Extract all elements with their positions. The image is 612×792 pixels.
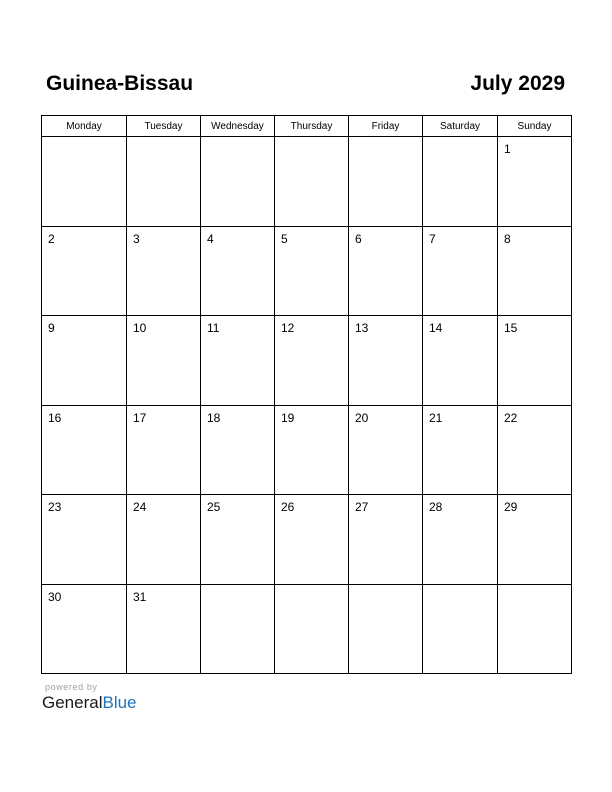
day-cell <box>201 226 275 316</box>
day-cell <box>127 226 201 316</box>
day-number: 28 <box>429 500 443 514</box>
day-cell <box>201 316 275 406</box>
day-number: 4 <box>207 231 214 246</box>
week-row <box>42 495 572 585</box>
day-number: 19 <box>281 410 295 425</box>
day-number <box>42 137 126 142</box>
calendar-grid <box>41 115 572 674</box>
day-cell <box>498 226 572 316</box>
day-number: 30 <box>48 589 62 604</box>
day-number <box>275 585 348 590</box>
day-cell <box>498 584 572 674</box>
day-cell <box>275 316 349 406</box>
day-number: 5 <box>281 231 288 246</box>
day-number <box>201 137 274 142</box>
day-number: 26 <box>281 500 295 514</box>
weekday-friday: Friday <box>349 116 423 137</box>
day-number: 14 <box>429 321 443 335</box>
week-row <box>42 226 572 316</box>
weekday-sunday: Sunday <box>498 116 572 137</box>
week-row <box>42 137 572 227</box>
day-cell <box>42 316 127 406</box>
day-cell <box>349 405 423 495</box>
day-number: 3 <box>133 231 140 246</box>
powered-by-label: powered by <box>45 682 98 692</box>
day-cell <box>349 495 423 585</box>
day-cell <box>498 137 572 227</box>
day-cell <box>127 137 201 227</box>
day-cell <box>349 584 423 674</box>
day-cell <box>498 316 572 406</box>
day-cell <box>349 226 423 316</box>
day-cell <box>42 495 127 585</box>
day-cell <box>349 316 423 406</box>
day-cell <box>127 405 201 495</box>
weekday-header-row <box>42 116 572 137</box>
day-cell <box>423 584 498 674</box>
day-cell <box>423 226 498 316</box>
country-title: Guinea-Bissau <box>46 72 194 95</box>
day-cell <box>42 584 127 674</box>
day-number <box>201 585 274 590</box>
weekday-tuesday: Tuesday <box>127 116 201 137</box>
day-number: 7 <box>429 231 436 246</box>
day-cell <box>423 405 498 495</box>
day-cell <box>423 316 498 406</box>
day-number: 11 <box>207 321 220 335</box>
day-number: 27 <box>355 500 369 514</box>
day-number <box>275 137 348 142</box>
day-cell <box>201 584 275 674</box>
day-cell <box>423 137 498 227</box>
day-cell <box>275 226 349 316</box>
day-cell <box>275 137 349 227</box>
day-number <box>127 137 200 142</box>
day-number: 10 <box>133 321 147 335</box>
day-number: 9 <box>48 321 55 335</box>
day-number: 24 <box>133 500 147 514</box>
day-cell <box>127 316 201 406</box>
brand-blue-text: Blue <box>102 693 137 712</box>
weekday-saturday: Saturday <box>423 116 498 137</box>
month-year-title: July 2029 <box>470 72 565 95</box>
week-row <box>42 405 572 495</box>
day-cell <box>127 495 201 585</box>
day-cell <box>423 495 498 585</box>
weekday-thursday: Thursday <box>275 116 349 137</box>
day-cell <box>201 137 275 227</box>
day-number: 6 <box>355 231 362 246</box>
day-number: 15 <box>504 321 518 335</box>
week-row <box>42 584 572 674</box>
day-number <box>349 585 422 590</box>
brand-general-text: General <box>42 693 103 712</box>
generalblue-logo <box>42 693 137 713</box>
day-cell <box>42 137 127 227</box>
day-number <box>498 585 571 590</box>
day-cell <box>42 405 127 495</box>
day-number: 8 <box>504 231 511 246</box>
week-row <box>42 316 572 406</box>
day-cell <box>349 137 423 227</box>
day-cell <box>275 584 349 674</box>
day-number: 16 <box>48 410 62 425</box>
day-cell <box>201 405 275 495</box>
day-number: 13 <box>355 321 369 335</box>
day-number <box>423 585 497 590</box>
day-cell <box>127 584 201 674</box>
day-number: 23 <box>48 500 62 514</box>
day-number: 21 <box>429 410 443 425</box>
day-cell <box>275 495 349 585</box>
day-cell <box>42 226 127 316</box>
day-number: 1 <box>504 142 511 156</box>
weekday-wednesday: Wednesday <box>201 116 275 137</box>
day-cell <box>275 405 349 495</box>
day-cell <box>498 405 572 495</box>
day-number: 20 <box>355 410 369 425</box>
day-number <box>423 137 497 142</box>
day-number: 18 <box>207 410 221 425</box>
day-number: 22 <box>504 410 518 425</box>
day-cell <box>201 495 275 585</box>
day-number: 2 <box>48 231 55 246</box>
day-cell <box>498 495 572 585</box>
day-number: 12 <box>281 321 295 335</box>
weekday-monday: Monday <box>42 116 127 137</box>
day-number: 29 <box>504 500 518 514</box>
day-number: 17 <box>133 410 147 425</box>
day-number: 31 <box>133 589 147 604</box>
day-number: 25 <box>207 500 221 514</box>
day-number <box>349 137 422 142</box>
